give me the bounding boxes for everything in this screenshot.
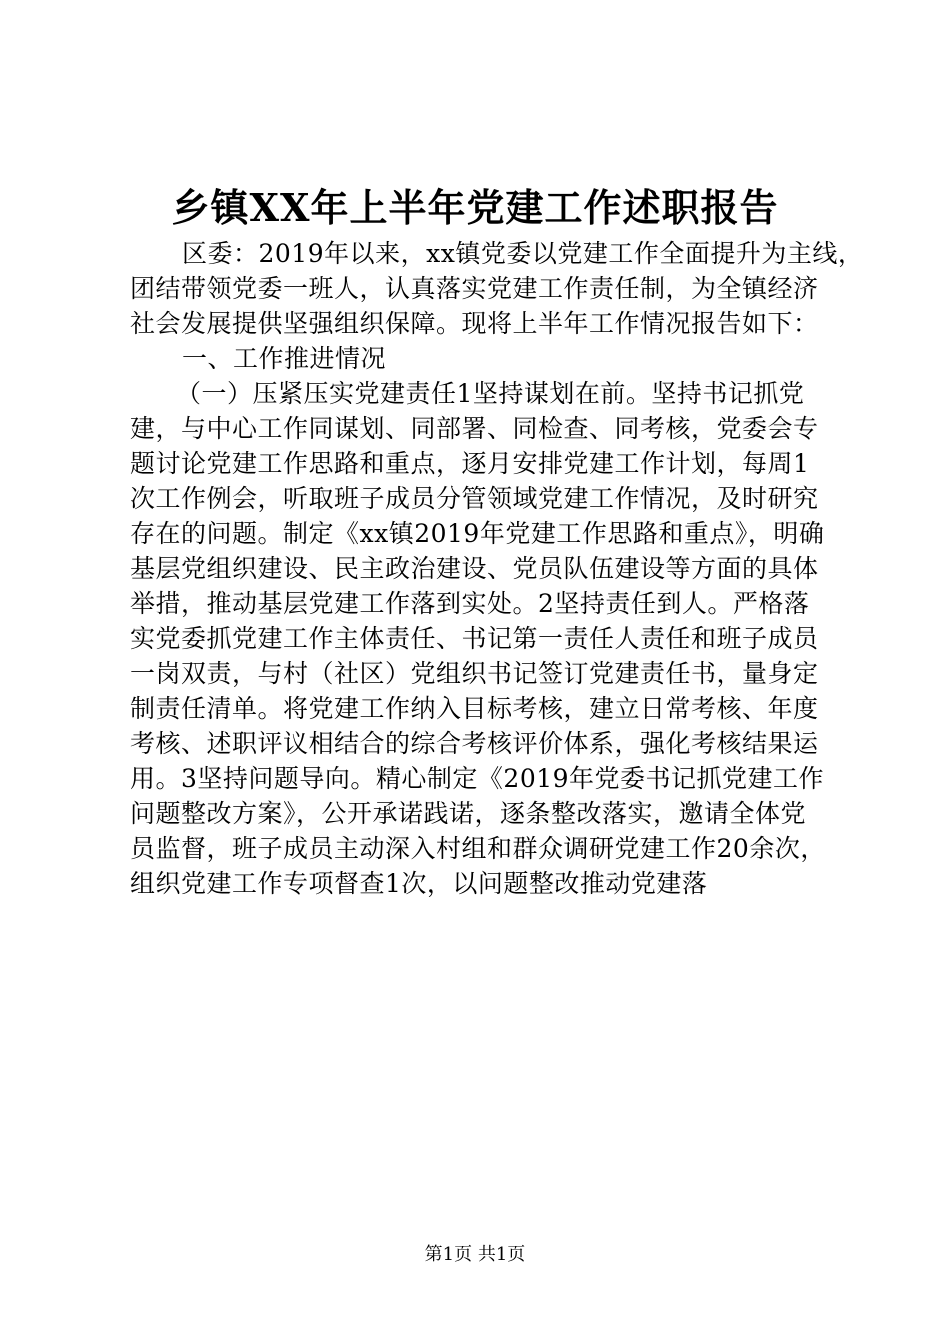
paragraph-line: 基层党组织建设、民主政治建设、党员队伍建设等方面的具体 bbox=[130, 554, 819, 583]
page-number-footer: 第1页 共1页 bbox=[424, 1244, 526, 1265]
paragraph-line: 区委：2019年以来，xx镇党委以党建工作全面提升为主线， bbox=[182, 239, 864, 268]
section-heading: 一、工作推进情况 bbox=[182, 344, 387, 373]
paragraph-line: 社会发展提供坚强组织保障。现将上半年工作情况报告如下： bbox=[130, 309, 819, 338]
paragraph-line: 团结带领党委一班人，认真落实党建工作责任制，为全镇经济 bbox=[130, 274, 819, 303]
document-body bbox=[130, 236, 864, 901]
paragraph-line: 考核、述职评议相结合的综合考核评价体系，强化考核结果运 bbox=[130, 729, 819, 758]
document-title: 乡镇XX年上半年党建工作述职报告 bbox=[171, 185, 779, 230]
paragraph-line: 制责任清单。将党建工作纳入目标考核，建立日常考核、年度 bbox=[130, 694, 819, 723]
paragraph-line: 一岗双责，与村（社区）党组织书记签订党建责任书，量身定 bbox=[130, 659, 819, 688]
paragraph-line: 次工作例会，听取班子成员分管领域党建工作情况，及时研究 bbox=[130, 484, 819, 513]
paragraph-line: 问题整改方案》，公开承诺践诺，逐条整改落实，邀请全体党 bbox=[130, 799, 807, 828]
paragraph-line: 组织党建工作专项督查1次，以问题整改推动党建落 bbox=[130, 869, 708, 898]
paragraph-line: 举措，推动基层党建工作落到实处。2坚持责任到人。严格落 bbox=[130, 589, 810, 618]
paragraph-line: 员监督，班子成员主动深入村组和群众调研党建工作20余次， bbox=[130, 834, 826, 863]
paragraph-line: 建，与中心工作同谋划、同部署、同检查、同考核，党委会专 bbox=[130, 414, 819, 443]
paragraph-line: 实党委抓党建工作主体责任、书记第一责任人责任和班子成员 bbox=[130, 624, 819, 653]
paragraph-line: 用。3坚持问题导向。精心制定《2019年党委书记抓党建工作 bbox=[130, 764, 825, 793]
paragraph-line: 题讨论党建工作思路和重点，逐月安排党建工作计划，每周1 bbox=[130, 449, 810, 478]
paragraph-line: （一）压紧压实党建责任1坚持谋划在前。坚持书记抓党 bbox=[176, 379, 805, 408]
paragraph-line: 存在的问题。制定《xx镇2019年党建工作思路和重点》，明确 bbox=[130, 519, 825, 548]
